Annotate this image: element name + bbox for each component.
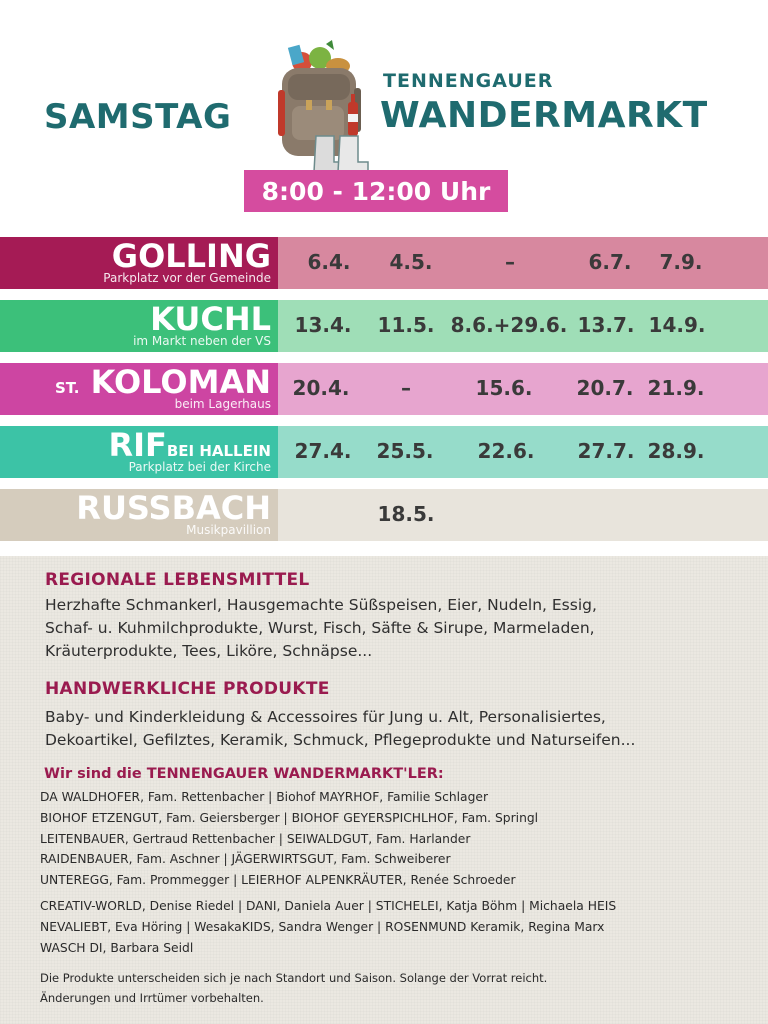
time-badge: 8:00 - 12:00 Uhr — [244, 170, 508, 212]
regional-title: REGIONALE LEBENSMITTEL — [45, 570, 310, 590]
date-july: 27.7. — [577, 439, 635, 463]
date-may: 11.5. — [377, 313, 435, 337]
regional-line: Herzhafte Schmankerl, Hausgemachte Süßspeisen, Eier, Nudeln, Essig, — [45, 596, 597, 614]
date-june: 8.6.+29.6. — [450, 313, 568, 337]
location-row-rif — [0, 426, 768, 478]
location-name-box — [0, 489, 278, 541]
town-name: ST. KOLOMAN — [54, 363, 271, 401]
location-row-kuchl — [0, 300, 768, 352]
date-may: 25.5. — [376, 439, 434, 463]
date-may: 4.5. — [389, 250, 433, 274]
header — [0, 0, 768, 228]
vendor-list-farms — [40, 787, 760, 891]
day-heading: SAMSTAG — [44, 97, 232, 137]
handwerk-title: HANDWERKLICHE PRODUKTE — [45, 679, 330, 699]
location-row-russbach — [0, 489, 768, 541]
footer-note — [40, 968, 760, 1008]
handwerk-line: Baby- und Kinderkleidung & Accessoires für Jung u. Alt, Personalisiertes, — [45, 708, 606, 726]
town-name: GOLLING — [111, 237, 271, 275]
dates-box — [278, 426, 768, 478]
brand-main-label: WANDERMARKT — [380, 95, 708, 136]
date-april: 13.4. — [294, 313, 352, 337]
footer-line: Die Produkte unterscheiden sich je nach Standort und Saison. Solange der Vorrat reicht. — [40, 971, 548, 985]
brand-top-label: TENNENGAUER — [383, 70, 554, 92]
vendor-line: UNTEREGG, Fam. Prommegger | LEIERHOF ALPENKRÄUTER, Renée Schroeder — [40, 873, 516, 888]
date-july: 6.7. — [588, 250, 632, 274]
location-row-st-koloman — [0, 363, 768, 415]
date-july: 13.7. — [577, 313, 635, 337]
vendor-list-crafts — [40, 896, 760, 958]
date-may: 18.5. — [377, 502, 435, 526]
town-location: Musikpavillion — [186, 523, 271, 537]
vendor-line: NEVALIEBT, Eva Höring | WesakaKIDS, Sandra Wenger | ROSENMUND Keramik, Regina Marx — [40, 919, 605, 934]
town-location: im Markt neben der VS — [133, 334, 271, 348]
town-location: beim Lagerhaus — [174, 397, 271, 411]
vendor-line: WASCH DI, Barbara Seidl — [40, 940, 194, 955]
vendor-line: CREATIV-WORLD, Denise Riedel | DANI, Daniela Auer | STICHELEI, Katja Böhm | Michaela HEIS — [40, 899, 617, 913]
date-june: 22.6. — [477, 439, 535, 463]
regional-text — [45, 594, 745, 663]
date-june: – — [505, 250, 515, 274]
town-location: Parkplatz vor der Gemeinde — [103, 271, 271, 285]
vendor-line: BIOHOF ETZENGUT, Fam. Geiersberger | BIOHOF GEYERSPICHLHOF, Fam. Springl — [40, 810, 539, 825]
vendor-line: LEITENBAUER, Gertraud Rettenbacher | SEIWALDGUT, Fam. Harlander — [40, 831, 471, 846]
backpack-illustration — [262, 40, 378, 180]
date-may: – — [401, 376, 411, 400]
vendor-line: DA WALDHOFER, Fam. Rettenbacher | Biohof MAYRHOF, Familie Schlager — [40, 790, 489, 804]
town-prefix: ST. — [54, 379, 80, 397]
date-april: 27.4. — [294, 439, 352, 463]
date-september: 21.9. — [647, 376, 705, 400]
date-april: 20.4. — [292, 376, 350, 400]
vendor-line: RAIDENBAUER, Fam. Aschner | JÄGERWIRTSGUT, Fam. Schweiberer — [40, 852, 451, 867]
handwerk-line: Dekoartikel, Gefilztes, Keramik, Schmuck, Pflegeprodukte und Naturseifen... — [45, 731, 636, 749]
town-location: Parkplatz bei der Kirche — [128, 460, 271, 474]
footer-line: Änderungen und Irrtümer vorbehalten. — [40, 991, 264, 1005]
regional-line: Kräuterprodukte, Tees, Liköre, Schnäpse... — [45, 642, 373, 660]
location-row-golling — [0, 237, 768, 289]
town-name: KUCHL — [150, 300, 271, 338]
date-july: 20.7. — [576, 376, 634, 400]
location-name-box — [0, 300, 278, 352]
date-september: 28.9. — [647, 439, 705, 463]
town-suffix: BEI HALLEIN — [166, 442, 271, 460]
location-name-box — [0, 426, 278, 478]
date-september: 14.9. — [648, 313, 706, 337]
vendors-title: Wir sind die TENNENGAUER WANDERMARKT'LER: — [44, 766, 444, 782]
dates-box — [278, 300, 768, 352]
town-name: RIFBEI HALLEIN — [108, 426, 271, 464]
date-april: 6.4. — [307, 250, 351, 274]
regional-line: Schaf- u. Kuhmilchprodukte, Wurst, Fisch, Säfte & Sirupe, Marmeladen, — [45, 619, 595, 637]
dates-box — [278, 363, 768, 415]
handwerk-text — [45, 706, 745, 752]
dates-box — [278, 237, 768, 289]
location-name-box — [0, 237, 278, 289]
location-name-box — [0, 363, 278, 415]
date-june: 15.6. — [475, 376, 533, 400]
date-september: 7.9. — [659, 250, 703, 274]
dates-box — [278, 489, 768, 541]
town-name: RUSSBACH — [76, 489, 271, 527]
